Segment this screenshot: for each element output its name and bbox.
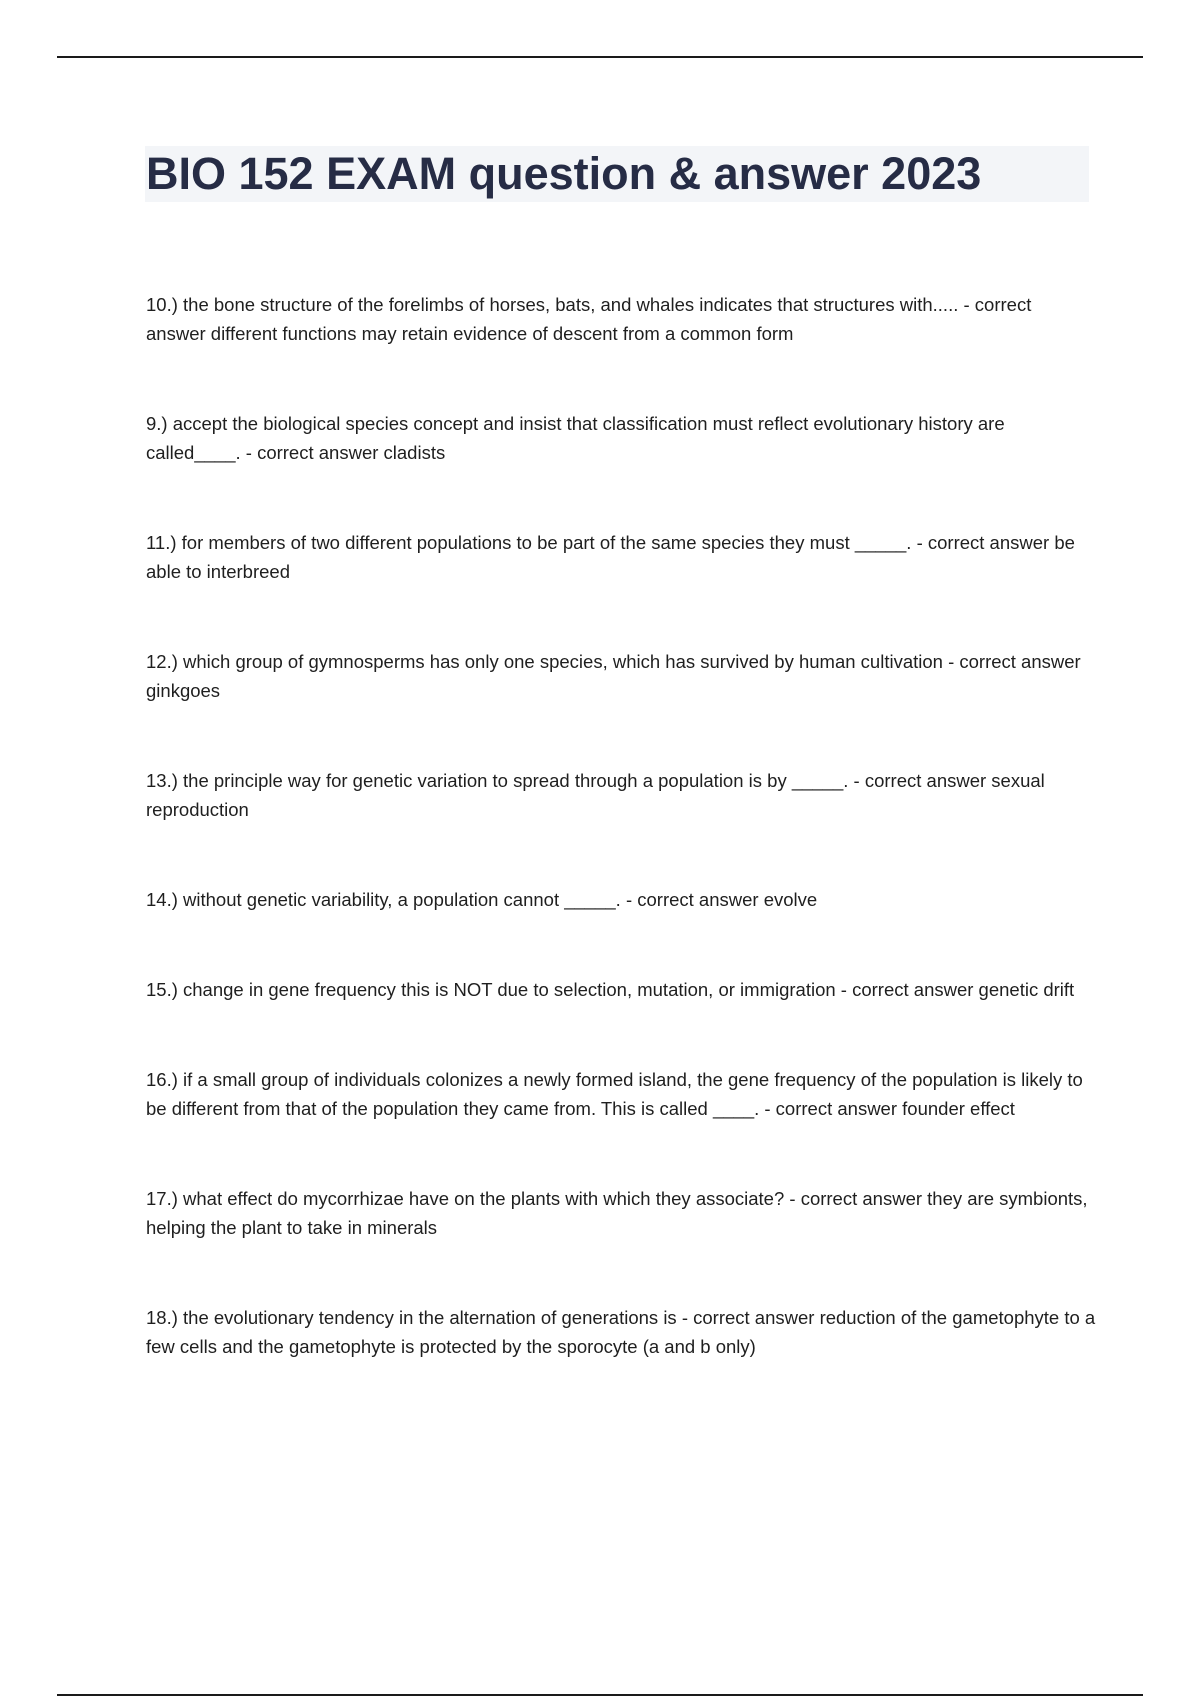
qa-item: 17.) what effect do mycorrhizae have on the plants with which they associate? - correct answer they are symbionts, helping the plant to take in minerals bbox=[146, 1188, 1088, 1238]
qa-item: 11.) for members of two different populations to be part of the same species they must _____. - correct answer be able to interbreed bbox=[146, 532, 1075, 582]
qa-item: 14.) without genetic variability, a population cannot _____. - correct answer evolve bbox=[146, 889, 818, 910]
qa-list bbox=[146, 290, 1096, 1422]
qa-item: 18.) the evolutionary tendency in the alternation of generations is - correct answer reduction of the gametophyte to a few cells and the gametophyte is protected by the sporocyte (a and b only) bbox=[146, 1307, 1096, 1357]
qa-item: 10.) the bone structure of the forelimbs of horses, bats, and whales indicates that structures with..... - correct answer different functions may retain evidence of descent from a common form bbox=[146, 294, 1032, 344]
qa-item: 16.) if a small group of individuals colonizes a newly formed island, the gene frequency of the population is likely to be different from that of the population they came from. This is called ____. - correct answer founder effect bbox=[146, 1069, 1083, 1119]
qa-item: 13.) the principle way for genetic variation to spread through a population is by _____. - correct answer sexual reproduction bbox=[146, 770, 1045, 820]
bottom-rule bbox=[57, 1694, 1143, 1696]
qa-item: 12.) which group of gymnosperms has only one species, which has survived by human cultivation - correct answer ginkgoes bbox=[146, 651, 1081, 701]
qa-item: 9.) accept the biological species concept and insist that classification must reflect evolutionary history are called____. - correct answer cladists bbox=[146, 413, 1005, 463]
qa-item: 15.) change in gene frequency this is NOT due to selection, mutation, or immigration - correct answer genetic drift bbox=[146, 979, 1075, 1000]
top-rule bbox=[57, 56, 1143, 58]
page-title: BIO 152 EXAM question & answer 2023 bbox=[146, 148, 982, 199]
